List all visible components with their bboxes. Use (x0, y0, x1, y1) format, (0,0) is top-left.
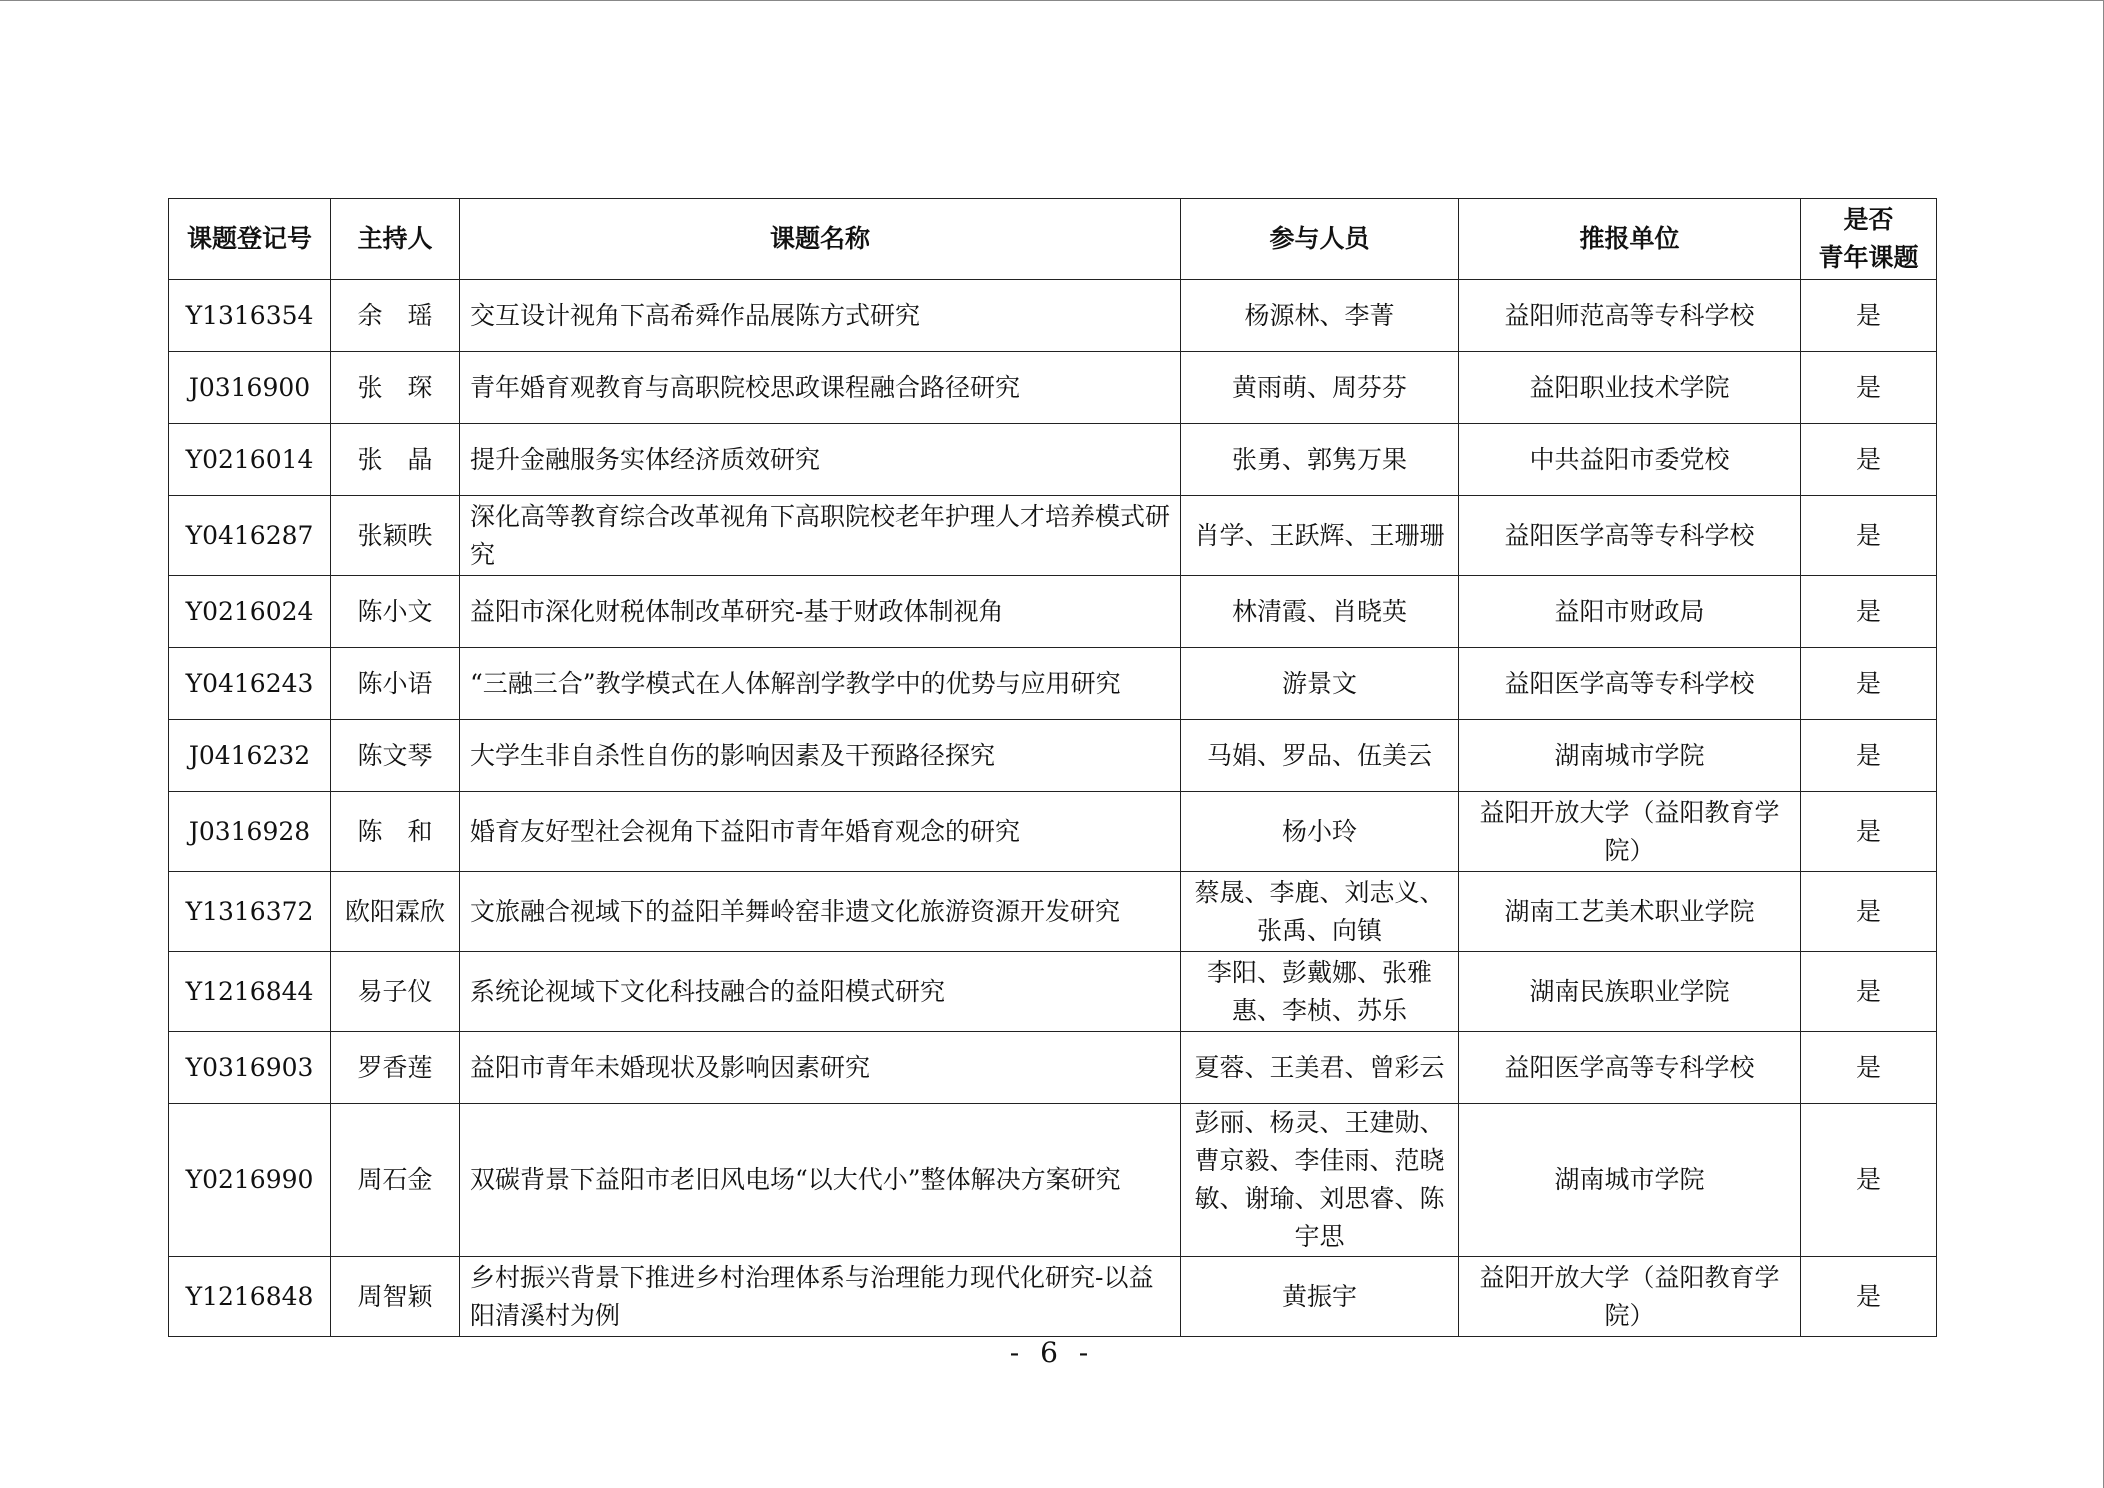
page-number: - 6 - (1009, 1336, 1095, 1369)
cell-members: 张勇、郭隽万果 (1181, 424, 1459, 496)
cell-youth: 是 (1801, 280, 1937, 352)
table-row (169, 648, 1937, 720)
cell-youth: 是 (1801, 352, 1937, 424)
header-youth-line1: 是否 (1843, 205, 1894, 234)
cell-code: Y1216848 (169, 1257, 331, 1337)
cell-code: Y1316354 (169, 280, 331, 352)
cell-host: 陈文琴 (331, 720, 460, 792)
cell-code: J0316900 (169, 352, 331, 424)
cell-youth: 是 (1801, 792, 1937, 872)
cell-host: 欧阳霖欣 (331, 872, 460, 952)
cell-title: “三融三合”教学模式在人体解剖学教学中的优势与应用研究 (460, 648, 1181, 720)
cell-unit: 益阳医学高等专科学校 (1459, 1032, 1801, 1104)
cell-members: 杨源林、李菁 (1181, 280, 1459, 352)
cell-host: 易子仪 (331, 952, 460, 1032)
cell-unit: 湖南民族职业学院 (1459, 952, 1801, 1032)
table-row (169, 1032, 1937, 1104)
cell-title: 婚育友好型社会视角下益阳市青年婚育观念的研究 (460, 792, 1181, 872)
table-row (169, 720, 1937, 792)
header-code: 课题登记号 (169, 199, 331, 280)
table-row (169, 952, 1937, 1032)
cell-youth: 是 (1801, 424, 1937, 496)
cell-youth: 是 (1801, 1104, 1937, 1257)
cell-title: 大学生非自杀性自伤的影响因素及干预路径探究 (460, 720, 1181, 792)
cell-youth: 是 (1801, 952, 1937, 1032)
table-row (169, 872, 1937, 952)
cell-title: 提升金融服务实体经济质效研究 (460, 424, 1181, 496)
cell-unit: 湖南城市学院 (1459, 1104, 1801, 1257)
project-table (168, 198, 1937, 1337)
table-row (169, 352, 1937, 424)
header-host: 主持人 (331, 199, 460, 280)
cell-unit: 湖南工艺美术职业学院 (1459, 872, 1801, 952)
cell-title: 益阳市深化财税体制改革研究-基于财政体制视角 (460, 576, 1181, 648)
cell-members: 肖学、王跃辉、王珊珊 (1181, 496, 1459, 576)
table-row (169, 576, 1937, 648)
cell-unit: 益阳医学高等专科学校 (1459, 648, 1801, 720)
table-header-row (169, 199, 1937, 280)
cell-members: 黄雨萌、周芬芬 (1181, 352, 1459, 424)
cell-host: 张 晶 (331, 424, 460, 496)
cell-unit: 益阳开放大学（益阳教育学院） (1459, 1257, 1801, 1337)
cell-title: 深化高等教育综合改革视角下高职院校老年护理人才培养模式研究 (460, 496, 1181, 576)
cell-code: Y0316903 (169, 1032, 331, 1104)
cell-code: Y1216844 (169, 952, 331, 1032)
table-row (169, 1104, 1937, 1257)
cell-members: 蔡晟、李鹿、刘志义、张禹、向镇 (1181, 872, 1459, 952)
table-row (169, 424, 1937, 496)
cell-host: 陈小文 (331, 576, 460, 648)
cell-code: Y0416243 (169, 648, 331, 720)
cell-code: J0316928 (169, 792, 331, 872)
cell-unit: 益阳师范高等专科学校 (1459, 280, 1801, 352)
cell-code: Y0216014 (169, 424, 331, 496)
cell-youth: 是 (1801, 496, 1937, 576)
header-members: 参与人员 (1181, 199, 1459, 280)
cell-members: 杨小玲 (1181, 792, 1459, 872)
cell-title: 系统论视域下文化科技融合的益阳模式研究 (460, 952, 1181, 1032)
cell-youth: 是 (1801, 576, 1937, 648)
table-row (169, 1257, 1937, 1337)
cell-code: J0416232 (169, 720, 331, 792)
cell-members: 林清霞、肖晓英 (1181, 576, 1459, 648)
cell-host: 周石金 (331, 1104, 460, 1257)
cell-members: 马娟、罗品、伍美云 (1181, 720, 1459, 792)
cell-title: 乡村振兴背景下推进乡村治理体系与治理能力现代化研究-以益阳清溪村为例 (460, 1257, 1181, 1337)
cell-code: Y0416287 (169, 496, 331, 576)
cell-unit: 益阳医学高等专科学校 (1459, 496, 1801, 576)
cell-title: 青年婚育观教育与高职院校思政课程融合路径研究 (460, 352, 1181, 424)
table-row (169, 496, 1937, 576)
cell-host: 罗香莲 (331, 1032, 460, 1104)
page-top-border (0, 0, 2104, 1)
cell-members: 黄振宇 (1181, 1257, 1459, 1337)
cell-unit: 益阳职业技术学院 (1459, 352, 1801, 424)
cell-unit: 益阳市财政局 (1459, 576, 1801, 648)
cell-youth: 是 (1801, 1032, 1937, 1104)
header-youth (1801, 199, 1937, 280)
cell-members: 游景文 (1181, 648, 1459, 720)
cell-members: 李阳、彭戴娜、张雅惠、李桢、苏乐 (1181, 952, 1459, 1032)
cell-youth: 是 (1801, 1257, 1937, 1337)
cell-members: 彭丽、杨灵、王建勋、曹京毅、李佳雨、范晓敏、谢瑜、刘思睿、陈宇思 (1181, 1104, 1459, 1257)
cell-host: 张 琛 (331, 352, 460, 424)
cell-title: 益阳市青年未婚现状及影响因素研究 (460, 1032, 1181, 1104)
cell-host: 张颖昳 (331, 496, 460, 576)
cell-host: 陈小语 (331, 648, 460, 720)
cell-title: 交互设计视角下高希舜作品展陈方式研究 (460, 280, 1181, 352)
table-row (169, 280, 1937, 352)
table-row (169, 792, 1937, 872)
cell-host: 余 瑶 (331, 280, 460, 352)
cell-host: 陈 和 (331, 792, 460, 872)
cell-youth: 是 (1801, 648, 1937, 720)
cell-title: 双碳背景下益阳市老旧风电场“以大代小”整体解决方案研究 (460, 1104, 1181, 1257)
cell-code: Y0216990 (169, 1104, 331, 1257)
cell-members: 夏蓉、王美君、曾彩云 (1181, 1032, 1459, 1104)
cell-code: Y0216024 (169, 576, 331, 648)
cell-host: 周智颖 (331, 1257, 460, 1337)
cell-unit: 湖南城市学院 (1459, 720, 1801, 792)
header-youth-line2: 青年课题 (1818, 243, 1919, 272)
cell-unit: 中共益阳市委党校 (1459, 424, 1801, 496)
header-unit: 推报单位 (1459, 199, 1801, 280)
cell-title: 文旅融合视域下的益阳羊舞岭窑非遗文化旅游资源开发研究 (460, 872, 1181, 952)
cell-code: Y1316372 (169, 872, 331, 952)
cell-youth: 是 (1801, 720, 1937, 792)
cell-unit: 益阳开放大学（益阳教育学院） (1459, 792, 1801, 872)
cell-youth: 是 (1801, 872, 1937, 952)
header-title: 课题名称 (460, 199, 1181, 280)
